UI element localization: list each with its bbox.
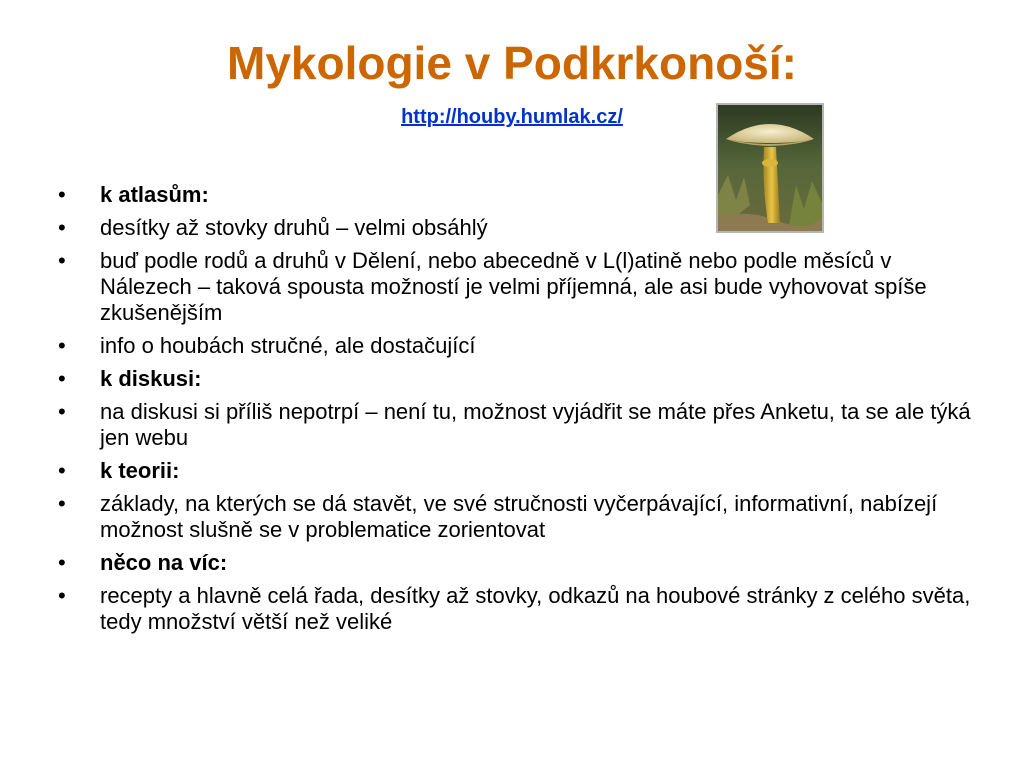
bullet-marker: •	[58, 182, 66, 207]
bullet-marker: •	[58, 458, 66, 483]
bullet-item	[58, 182, 978, 208]
bullet-item	[58, 333, 978, 359]
bullet-item	[58, 491, 978, 543]
bullet-marker: •	[58, 333, 66, 358]
slide-title: Mykologie v Podkrkonoší:	[227, 37, 797, 89]
bullet-text: základy, na kterých se dá stavět, ve své stručnosti vyčerpávající, informativní, nabízejí možnost slušně se v problematice zorientovat	[100, 491, 938, 542]
bullet-text: recepty a hlavně celá řada, desítky až stovky, odkazů na houbové stránky z celého světa, tedy množství větší než veliké	[100, 583, 971, 634]
bullet-item	[58, 458, 978, 484]
bullet-text: info o houbách stručné, ale dostačující	[100, 333, 476, 358]
bullet-text: desítky až stovky druhů – velmi obsáhlý	[100, 215, 488, 240]
bullet-text: něco na víc:	[100, 550, 228, 575]
bullet-marker: •	[58, 399, 66, 424]
bullet-marker: •	[58, 366, 66, 391]
bullet-text: na diskusi si příliš nepotrpí – není tu, možnost vyjádřit se máte přes Anketu, ta se ale týká jen webu	[100, 399, 971, 450]
bullet-marker: •	[58, 583, 66, 608]
site-link-container	[0, 104, 1024, 130]
bullet-marker: •	[58, 248, 66, 273]
bullet-text: k diskusi:	[100, 366, 202, 391]
bullet-marker: •	[58, 491, 66, 516]
bullet-text: k teorii:	[100, 458, 180, 483]
bullet-item	[58, 215, 978, 241]
bullet-item	[58, 366, 978, 392]
bullet-item	[58, 248, 978, 326]
bullet-text: k atlasům:	[100, 182, 209, 207]
bullet-item	[58, 399, 978, 451]
bullet-item	[58, 550, 978, 576]
bullet-marker: •	[58, 215, 66, 240]
bullet-marker: •	[58, 550, 66, 575]
bullet-text: buď podle rodů a druhů v Dělení, nebo abecedně v L(l)atině nebo podle měsíců v Nálezech – taková spousta možností je velmi příjemná, ale asi bude vyhovovat spíše zkušenějším	[100, 248, 927, 325]
bullet-item	[58, 583, 978, 635]
bullet-list	[58, 182, 978, 642]
site-link[interactable]: http://houby.humlak.cz/	[401, 106, 623, 128]
